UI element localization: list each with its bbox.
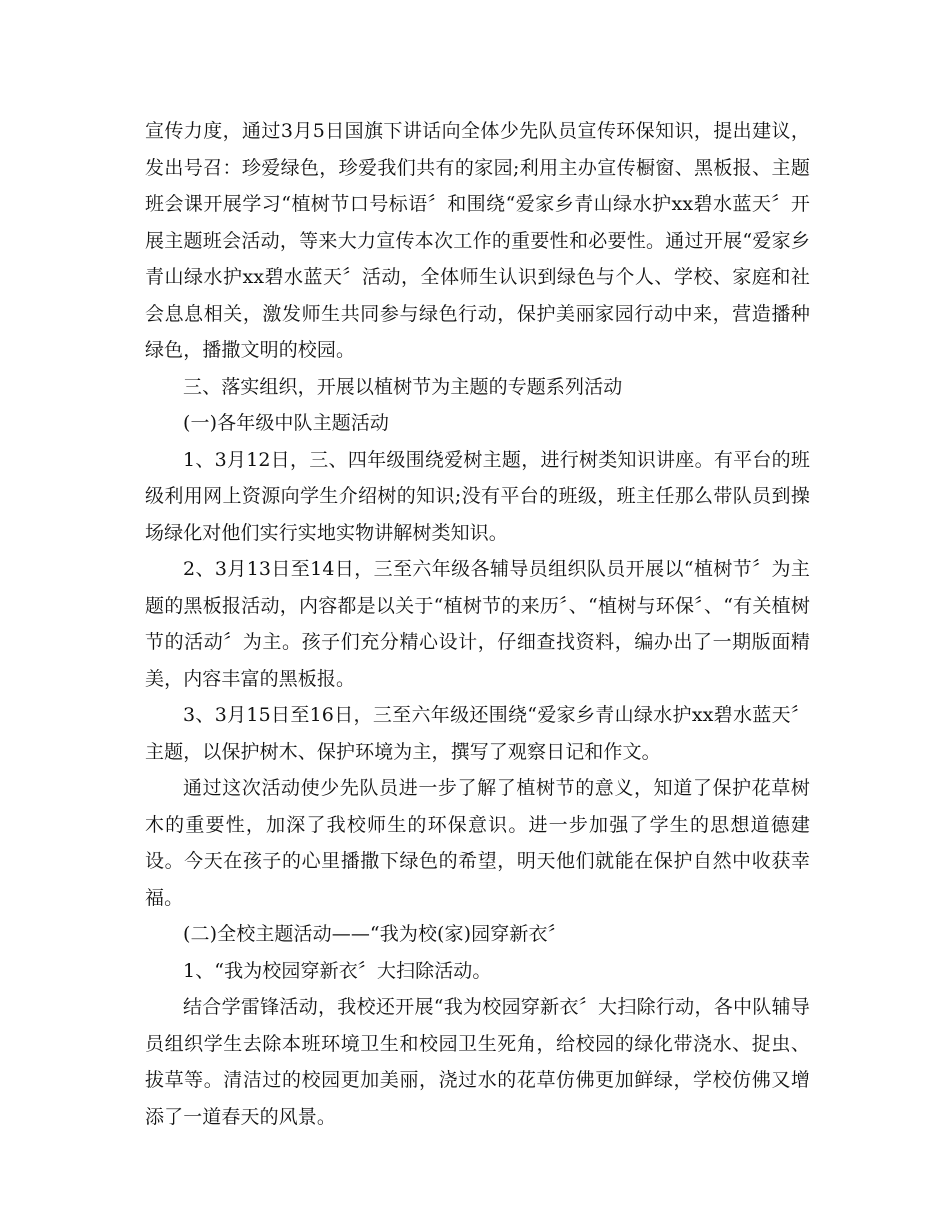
paragraph-summary: 通过这次活动使少先队员进一步了解了植树节的意义，知道了保护花草树木的重要性，加深了我校师生的环保意识。进一步加强了学生的思想道德建设。今天在孩子的心里播撒下绿色的希望，明天他们就能在保护自然中收获幸福。 [145, 777, 810, 909]
paragraph-item-3: 3、3月15日至16日，三至六年级还围绕“爱家乡青山绿水护xx碧水蓝天〞主题，以保护树木、保护环境为主，撰写了观察日记和作文。 [145, 704, 810, 763]
paragraph-item-2: 2、3月13日至14日，三至六年级各辅导员组织队员开展以“植树节〞为主题的黑板报活动，内容都是以关于“植树节的来历〞、“植树与环保〞、“有关植树节的活动〞为主。孩子们充分精心设计，仔细查找资料，编办出了一期版面精美，内容丰富的黑板报。 [145, 558, 810, 690]
document-body [145, 113, 810, 1135]
subsection-heading-one: (一)各年级中队主题活动 [183, 412, 390, 434]
paragraph-cleanup-detail: 结合学雷锋活动，我校还开展“我为校园穿新衣〞大扫除行动，各中队辅导员组织学生去除本班环境卫生和校园卫生死角，给校园的绿化带浇水、捉虫、拔草等。清洁过的校园更加美丽，浇过水的花草仿佛更加鲜绿，学校仿佛又增添了一道春天的风景。 [145, 996, 810, 1128]
subsection-heading-two: (二)全校主题活动——“我为校(家)园穿新衣〞 [183, 923, 567, 945]
paragraph-publicity: 宣传力度，通过3月5日国旗下讲话向全体少先队员宣传环保知识，提出建议，发出号召：珍爱绿色，珍爱我们共有的家园;利用主办宣传橱窗、黑板报、主题班会课开展学习“植树节口号标语〞和围绕“爱家乡青山绿水护xx碧水蓝天〞开展主题班会活动，等来大力宣传本次工作的重要性和必要性。通过开展“爱家乡青山绿水护xx碧水蓝天〞活动，全体师生认识到绿色与个人、学校、家庭和社会息息相关，激发师生共同参与绿色行动，保护美丽家园行动中来，营造播种绿色，播撒文明的校园。 [145, 120, 810, 361]
paragraph-item-1: 1、3月12日，三、四年级围绕爱树主题，进行树类知识讲座。有平台的班级利用网上资源向学生介绍树的知识;没有平台的班级，班主任那么带队员到操场绿化对他们实行实地实物讲解树类知识。 [145, 448, 810, 544]
section-heading-three: 三、落实组织，开展以植树节为主题的专题系列活动 [183, 375, 623, 398]
paragraph-cleanup-title: 1、“我为校园穿新衣〞大扫除活动。 [183, 959, 492, 982]
